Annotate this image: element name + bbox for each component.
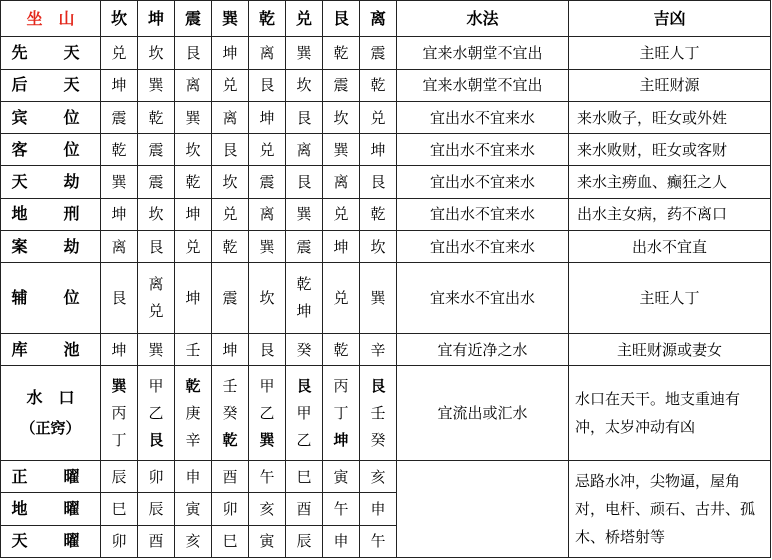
header-col-7: 离	[360, 1, 397, 37]
branch-cell: 酉	[138, 525, 175, 557]
fortune-text: 主旺财源或妻女	[569, 333, 771, 365]
trigram-cell: 离	[286, 134, 323, 166]
trigram-cell: 离	[212, 101, 249, 133]
water-mouth-row	[1, 366, 771, 461]
branch-cell: 巳	[101, 493, 138, 525]
row-label: 库 池	[1, 333, 101, 365]
trigram-cell: 巽	[138, 69, 175, 101]
trigram-cell: 坤	[212, 333, 249, 365]
trigram-cell: 癸	[286, 333, 323, 365]
branch-cell: 午	[249, 461, 286, 493]
trigram-cell: 兑	[212, 198, 249, 230]
table-row	[1, 263, 771, 334]
water-rule: 宜来水朝堂不宜出	[397, 37, 569, 69]
trigram-char: 艮	[111, 288, 127, 307]
water-mouth-cell	[249, 366, 286, 461]
branch-cell: 酉	[212, 461, 249, 493]
stem-char: 辛	[185, 430, 201, 449]
branch-cell: 申	[323, 525, 360, 557]
stem-char: 巽	[111, 376, 127, 395]
trigram-cell: 坤	[175, 198, 212, 230]
trigram-cell: 震	[138, 134, 175, 166]
fortune-text: 水口在天干。地支重迪有冲，太岁冲动有凶	[569, 366, 771, 461]
trigram-cell: 兑	[101, 37, 138, 69]
trigram-cell: 乾	[360, 198, 397, 230]
trigram-char: 坤	[296, 302, 312, 321]
branch-cell: 申	[360, 493, 397, 525]
trigram-cell: 巽	[323, 134, 360, 166]
trigram-char: 乾	[296, 275, 312, 294]
trigram-cell	[212, 263, 249, 334]
trigram-cell: 兑	[249, 134, 286, 166]
stem-char: 乾	[222, 430, 238, 449]
stem-char: 乙	[259, 403, 275, 422]
trigram-cell: 坎	[212, 166, 249, 198]
branch-cell: 寅	[249, 525, 286, 557]
trigram-char: 坎	[259, 288, 275, 307]
table-row	[1, 101, 771, 133]
stem-char: 乙	[148, 403, 164, 422]
stem-char: 丁	[111, 430, 127, 449]
branch-cell: 午	[360, 525, 397, 557]
stem-char: 癸	[222, 403, 238, 422]
trigram-char: 坤	[185, 288, 201, 307]
trigram-cell: 离	[175, 69, 212, 101]
trigram-cell	[323, 263, 360, 334]
stem-char: 艮	[296, 376, 312, 395]
fortune-text: 出水不宜直	[569, 231, 771, 263]
trigram-cell	[286, 263, 323, 334]
fortune-text: 主旺财源	[569, 69, 771, 101]
table-row	[1, 166, 771, 198]
table-row	[1, 134, 771, 166]
table-row	[1, 333, 771, 365]
trigram-cell: 巽	[249, 231, 286, 263]
trigram-cell: 离	[249, 198, 286, 230]
branch-cell: 午	[323, 493, 360, 525]
trigram-cell: 坤	[101, 333, 138, 365]
water-rule: 宜出水不宜来水	[397, 166, 569, 198]
trigram-cell: 艮	[138, 231, 175, 263]
trigram-cell: 坎	[360, 231, 397, 263]
trigram-cell: 乾	[175, 166, 212, 198]
fortune-text: 出水主女病，药不离口	[569, 198, 771, 230]
trigram-cell: 艮	[249, 333, 286, 365]
trigram-cell: 艮	[286, 101, 323, 133]
water-rule: 宜出水不宜来水	[397, 231, 569, 263]
branch-cell: 亥	[175, 525, 212, 557]
trigram-cell	[101, 263, 138, 334]
header-row	[1, 1, 771, 37]
trigram-cell: 巽	[286, 198, 323, 230]
branch-cell: 酉	[286, 493, 323, 525]
trigram-cell	[360, 263, 397, 334]
fortune-text: 来水败子，旺女或外姓	[569, 101, 771, 133]
trigram-cell	[175, 263, 212, 334]
water-mouth-label: 水 口	[26, 388, 75, 408]
header-col-3: 巽	[212, 1, 249, 37]
trigram-cell: 艮	[175, 37, 212, 69]
stem-char: 乙	[296, 430, 312, 449]
stem-char: 坤	[333, 430, 349, 449]
row-label: 宾 位	[1, 101, 101, 133]
header-col-1: 坤	[138, 1, 175, 37]
trigram-char: 兑	[148, 302, 164, 321]
trigram-cell: 兑	[323, 198, 360, 230]
water-rule: 宜出水不宜来水	[397, 101, 569, 133]
stem-char: 甲	[148, 376, 164, 395]
trigram-cell: 离	[249, 37, 286, 69]
trigram-cell: 艮	[286, 166, 323, 198]
water-mouth-cell	[286, 366, 323, 461]
water-mouth-cell	[101, 366, 138, 461]
trigram-cell: 震	[323, 69, 360, 101]
trigram-char: 巽	[370, 288, 386, 307]
row-label: 先 天	[1, 37, 101, 69]
stem-char: 壬	[222, 376, 238, 395]
stem-char: 丙	[333, 376, 349, 395]
branch-cell: 亥	[360, 461, 397, 493]
trigram-cell	[249, 263, 286, 334]
trigram-cell: 巽	[286, 37, 323, 69]
yao-row	[1, 461, 771, 493]
trigram-cell: 艮	[212, 134, 249, 166]
stem-char: 甲	[259, 376, 275, 395]
branch-cell: 申	[175, 461, 212, 493]
branch-cell: 寅	[175, 493, 212, 525]
water-mouth-cell	[360, 366, 397, 461]
water-rule: 宜出水不宜来水	[397, 134, 569, 166]
table-row	[1, 198, 771, 230]
row-label: 天 曜	[1, 525, 101, 557]
trigram-cell: 震	[101, 101, 138, 133]
header-col-2: 震	[175, 1, 212, 37]
row-label: 辅 位	[1, 263, 101, 334]
trigram-cell: 乾	[360, 69, 397, 101]
trigram-char: 离	[148, 275, 164, 294]
water-mouth-sublabel: （正窍）	[20, 419, 81, 438]
stem-char: 艮	[370, 376, 386, 395]
branch-cell: 卯	[101, 525, 138, 557]
trigram-cell: 乾	[323, 333, 360, 365]
trigram-cell: 巽	[175, 101, 212, 133]
branch-cell: 卯	[138, 461, 175, 493]
trigram-cell: 乾	[323, 37, 360, 69]
branch-cell: 辰	[286, 525, 323, 557]
branch-cell: 寅	[323, 461, 360, 493]
trigram-cell: 坎	[323, 101, 360, 133]
trigram-cell: 辛	[360, 333, 397, 365]
table-row	[1, 69, 771, 101]
water-rule-empty	[397, 461, 569, 558]
trigram-cell: 艮	[360, 166, 397, 198]
row-label: 地 刑	[1, 198, 101, 230]
water-mouth-cell	[138, 366, 175, 461]
row-label: 地 曜	[1, 493, 101, 525]
branch-cell: 卯	[212, 493, 249, 525]
row-label	[1, 366, 101, 461]
row-label: 后 天	[1, 69, 101, 101]
table-row	[1, 231, 771, 263]
trigram-cell: 乾	[101, 134, 138, 166]
branch-cell: 辰	[138, 493, 175, 525]
table-row	[1, 37, 771, 69]
header-col-4: 乾	[249, 1, 286, 37]
trigram-cell: 兑	[360, 101, 397, 133]
trigram-char: 兑	[333, 288, 349, 307]
trigram-cell: 坤	[101, 198, 138, 230]
yao-fortune-text: 忌路水冲，尖物逼，屋角对，电杆、顽石、古井、孤木、桥塔射等	[569, 461, 771, 558]
stem-char: 壬	[370, 403, 386, 422]
water-rule: 宜有近净之水	[397, 333, 569, 365]
trigram-char: 震	[222, 288, 238, 307]
branch-cell: 巳	[212, 525, 249, 557]
trigram-cell: 壬	[175, 333, 212, 365]
fortune-text: 主旺人丁	[569, 263, 771, 334]
trigram-cell: 坎	[138, 198, 175, 230]
fortune-text: 来水主痨血、癫狂之人	[569, 166, 771, 198]
fortune-text: 来水败财，旺女或客财	[569, 134, 771, 166]
trigram-cell: 坎	[286, 69, 323, 101]
water-rule: 宜来水不宜出水	[397, 263, 569, 334]
header-mountain: 坐 山	[1, 1, 101, 37]
trigram-cell: 离	[323, 166, 360, 198]
trigram-cell: 离	[101, 231, 138, 263]
trigram-cell: 坤	[212, 37, 249, 69]
branch-cell: 辰	[101, 461, 138, 493]
trigram-cell: 震	[249, 166, 286, 198]
stem-char: 癸	[370, 430, 386, 449]
trigram-cell: 坤	[323, 231, 360, 263]
water-mouth-cell	[323, 366, 360, 461]
header-col-5: 兑	[286, 1, 323, 37]
trigram-cell: 震	[360, 37, 397, 69]
trigram-cell: 坎	[138, 37, 175, 69]
stem-char: 艮	[148, 430, 164, 449]
row-label: 正 曜	[1, 461, 101, 493]
row-label: 天 劫	[1, 166, 101, 198]
header-col-0: 坎	[101, 1, 138, 37]
stem-char: 乾	[185, 376, 201, 395]
trigram-cell: 震	[138, 166, 175, 198]
water-rule: 宜出水不宜来水	[397, 198, 569, 230]
trigram-cell	[138, 263, 175, 334]
trigram-cell: 巽	[101, 166, 138, 198]
branch-cell: 巳	[286, 461, 323, 493]
stem-char: 甲	[296, 403, 312, 422]
header-water: 水法	[397, 1, 569, 37]
water-rule: 宜流出或汇水	[397, 366, 569, 461]
trigram-cell: 巽	[138, 333, 175, 365]
header-fortune: 吉凶	[569, 1, 771, 37]
trigram-cell: 坤	[360, 134, 397, 166]
water-mouth-cell	[212, 366, 249, 461]
trigram-cell: 艮	[249, 69, 286, 101]
water-rule: 宜来水朝堂不宜出	[397, 69, 569, 101]
stem-char: 巽	[259, 430, 275, 449]
trigram-cell: 坎	[175, 134, 212, 166]
trigram-cell: 兑	[212, 69, 249, 101]
fortune-text: 主旺人丁	[569, 37, 771, 69]
trigram-cell: 震	[286, 231, 323, 263]
branch-cell: 亥	[249, 493, 286, 525]
header-col-6: 艮	[323, 1, 360, 37]
trigram-cell: 坤	[101, 69, 138, 101]
row-label: 客 位	[1, 134, 101, 166]
trigram-cell: 兑	[175, 231, 212, 263]
water-mouth-cell	[175, 366, 212, 461]
trigram-cell: 乾	[138, 101, 175, 133]
trigram-cell: 坤	[249, 101, 286, 133]
stem-char: 庚	[185, 403, 201, 422]
stem-char: 丁	[333, 403, 349, 422]
row-label: 案 劫	[1, 231, 101, 263]
trigram-cell: 乾	[212, 231, 249, 263]
stem-char: 丙	[111, 403, 127, 422]
